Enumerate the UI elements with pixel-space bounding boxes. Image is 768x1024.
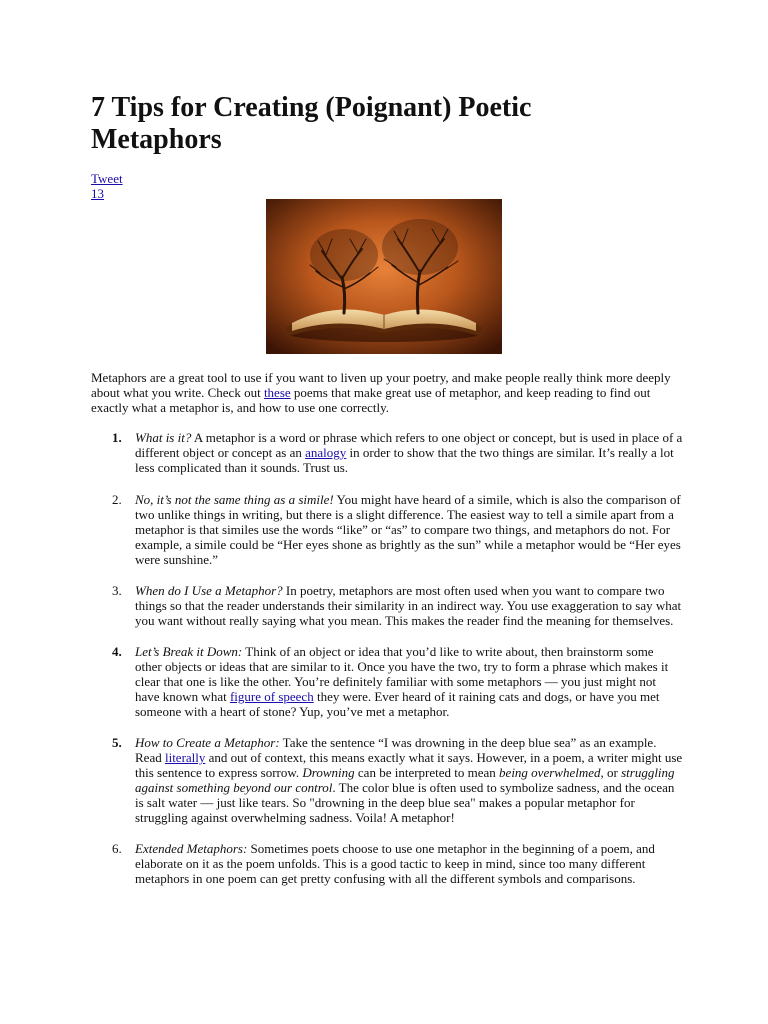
article-title: 7 Tips for Creating (Poignant) Poetic Metaphors (91, 92, 532, 155)
tip-heading: Extended Metaphors: (135, 841, 248, 856)
tip-number: 3. (112, 583, 122, 598)
tip-item-1 (91, 430, 683, 475)
tip-item-2 (91, 492, 683, 567)
intro-text-2: poems that make great use of metaphor, and keep reading to find out exactly what a metaphor is, and how to use one correctly. (91, 385, 651, 415)
tip-number: 5. (112, 735, 122, 750)
intro-text-1: Metaphors are a great tool to use if you want to liven up your poetry, and make people really think more deeply about what you write. Check out (91, 370, 671, 400)
open-book-with-trees-image (266, 199, 502, 354)
tip-text: In poetry, metaphors are most often used when you want to compare two things so that the reader understands their similarity in an indirect way. You use exaggeration to say what you want without really saying what you mean. This makes the reader find the meaning for themselves. (135, 583, 682, 628)
tip-number: 1. (112, 430, 122, 445)
book-trees-illustration (266, 199, 502, 354)
tip-heading: What is it? (135, 430, 192, 445)
tips-list (91, 430, 683, 886)
tip-item-4 (91, 644, 683, 719)
tweet-link[interactable]: Tweet (91, 171, 123, 186)
tip-number: 6. (112, 841, 122, 856)
tip-text: Think of an object or idea that you’d like to write about, then brainstorm some other objects or ideas that are similar to it. Once you have the two, try to form a phrase which makes it clear that one is like the other. You’re definitely familiar with some metaphors — you just might not have known what (135, 644, 669, 704)
tweet-count-link[interactable]: 13 (91, 186, 104, 201)
tip-item-5 (91, 735, 683, 825)
tip-text: and out of context, this means exactly what it says. However, in a poem, a writer might use this sentence to express sorrow. (135, 750, 683, 780)
tip-item-6 (91, 841, 683, 886)
tip-item-3 (91, 583, 683, 628)
literally-link[interactable]: literally (164, 750, 206, 765)
tip-text: Sometimes poets choose to use one metaphor in the beginning of a poem, and elaborate on it as the poem unfolds. This is a good tactic to keep in mind, since too many different metaphors in one poem can get pretty confusing with all the different symbols and comparisons. (135, 841, 655, 886)
tip-heading: Let’s Break it Down: (135, 644, 243, 659)
analogy-link[interactable]: analogy (305, 445, 347, 460)
tip-emphasis: Drowning (302, 765, 355, 780)
tip-emphasis: being overwhelmed (499, 765, 601, 780)
tip-text: , or (600, 765, 622, 780)
figure-of-speech-link[interactable]: figure of speech (229, 689, 314, 704)
intro-paragraph (91, 370, 681, 415)
tip-heading: No, it’s not the same thing as a simile! (135, 492, 334, 507)
tip-text: they were. Ever heard of it raining cats and dogs, or have you met someone with a heart of stone? Yup, you’ve met a metaphor. (135, 689, 660, 719)
tip-heading: When do I Use a Metaphor? (135, 583, 283, 598)
tip-heading: How to Create a Metaphor: (135, 735, 280, 750)
tip-number: 4. (112, 644, 122, 659)
tip-text: can be interpreted to mean (354, 765, 500, 780)
tip-text: Take the sentence “I was drowning in the deep blue sea” as an example. Read (135, 735, 657, 765)
tip-number: 2. (112, 492, 122, 507)
these-poems-link[interactable]: these (263, 385, 291, 400)
tip-text: You might have heard of a simile, which is also the comparison of two unlike things in writing, but there is a slight difference. The easiest way to tell a simile apart from a metaphor is that similes use the words “like” or “as” to compare two things, and metaphors do not. For example, a simile could be “Her eyes shone as brightly as the sun” while a metaphor would be “Her eyes were sunshine.” (135, 492, 681, 567)
tip-text: in order to show that the two things are similar. It’s really a lot less complicated than it sounds. Trust us. (135, 445, 674, 475)
share-widget (91, 171, 123, 201)
tip-text: A metaphor is a word or phrase which refers to one object or concept, but is used in place of a different object or concept as an (135, 430, 683, 460)
tip-text: . The color blue is often used to symbolize sadness, and the ocean is salt water — just like tears. So "drowning in the deep blue sea" makes a popular metaphor for struggling against overwhelming sadness. Voila! A metaphor! (135, 780, 675, 825)
tip-emphasis: struggling against something beyond our control (135, 765, 675, 795)
